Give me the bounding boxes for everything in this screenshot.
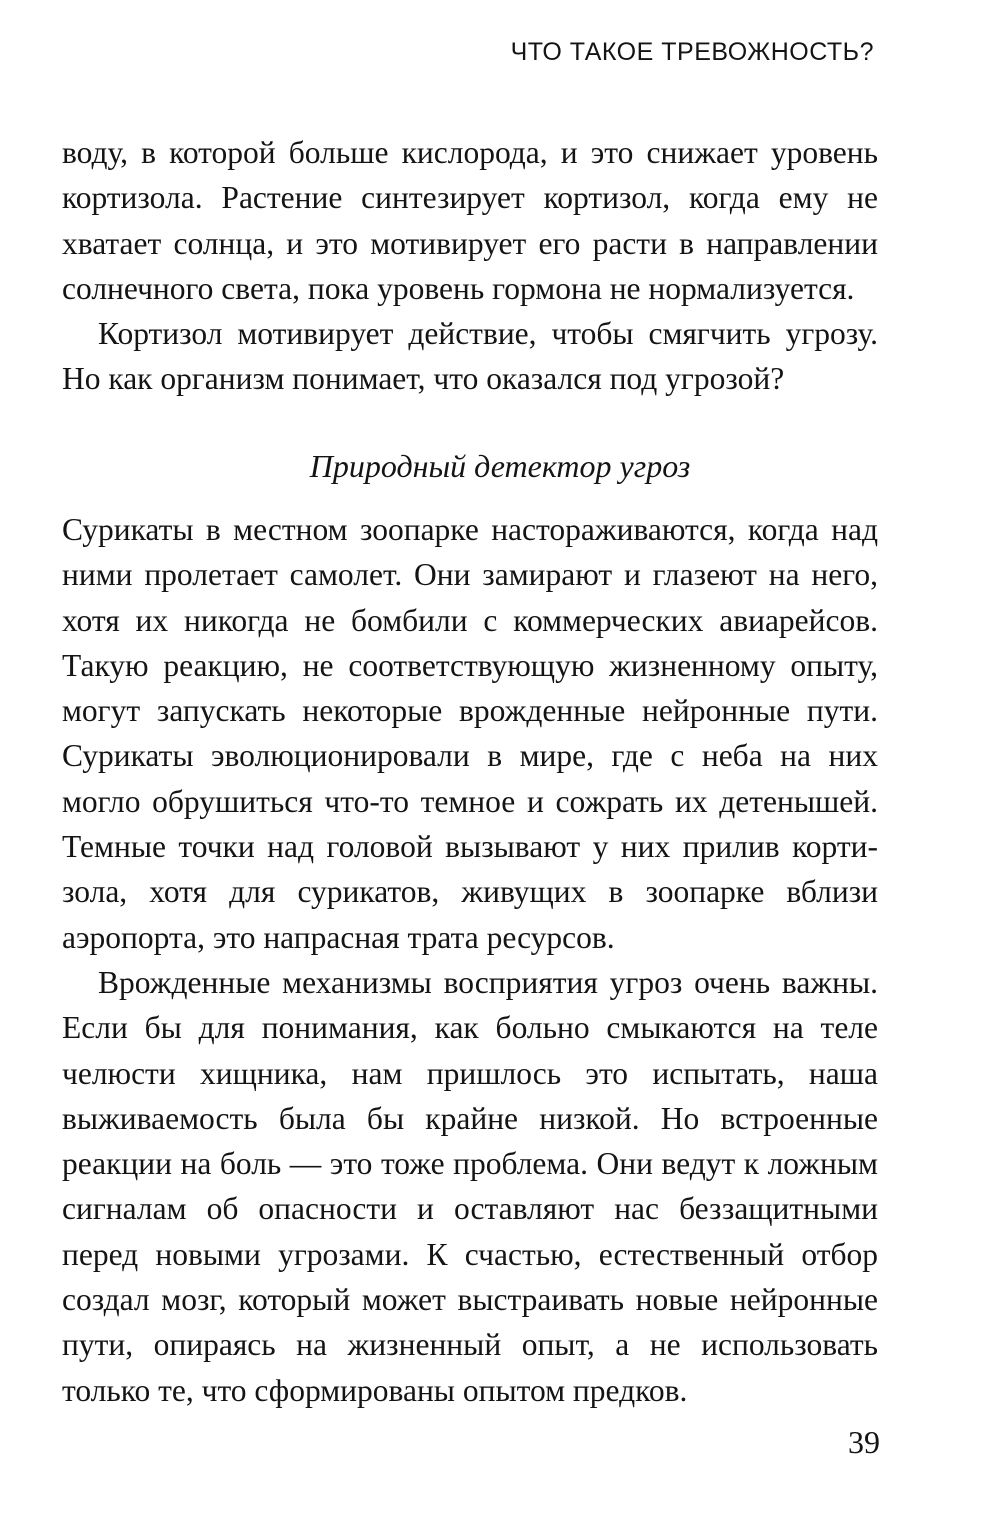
paragraph-innate-mechanisms: Врожденные механизмы восприятия угроз очень важны. Если бы для понимания, как больно смыкаются на теле челюсти хищника, нам пришлось это испытать, наша выживаемость была бы крайне низкой. Но встроенные реакции на боль — это тоже проблема. Они ведут к ложным сигналам об опасности и оставляют нас беззащитными перед новыми угрозами. К счастью, естественный отбор создал мозг, который может выстраивать новые нейронные пути, опираясь на жизненный опыт, а не использовать только те, что сформированы опытом предков. [62,964,878,1408]
body-text-bottom [62,507,878,1413]
paragraph-cortisol-question: Кортизол мотивирует действие, чтобы смягчить угрозу. Но как организм понимает, что оказался под угрозой? [62,316,878,397]
page-number: 39 [848,1424,880,1460]
running-header-title: ЧТО ТАКОЕ ТРЕВОЖНОСТЬ? [510,38,874,66]
section-heading: Природный детектор угроз [309,448,691,484]
paragraph-meerkats: Сурикаты в местном зоопарке настораживаются, когда над ними пролетает самолет. Они замирают и глазеют на него, хотя их никогда не бомбили с коммерческих авиарейсов. Такую реакцию, не соответствующую жизненному опыту, могут запускать некоторые врожденные нейронные пути. Сурикаты эволюционировали в мире, где с неба на них могло обрушиться что-то темное и сожрать их детенышей. Темные точки над головой вызывают у них прилив корти-зола, хотя для сурикатов, живущих в зоопарке вблизи аэропорта, это напрасная трата ресурсов. [62,512,878,955]
body-text-top [62,130,878,402]
paragraph-continued: воду, в которой больше кислорода, и это снижает уровень кортизола. Растение синтезирует кортизол, когда ему не хватает солнца, и это мотивирует его расти в направлении солнечного света, пока уровень гормона не нормализуется. [62,135,878,306]
